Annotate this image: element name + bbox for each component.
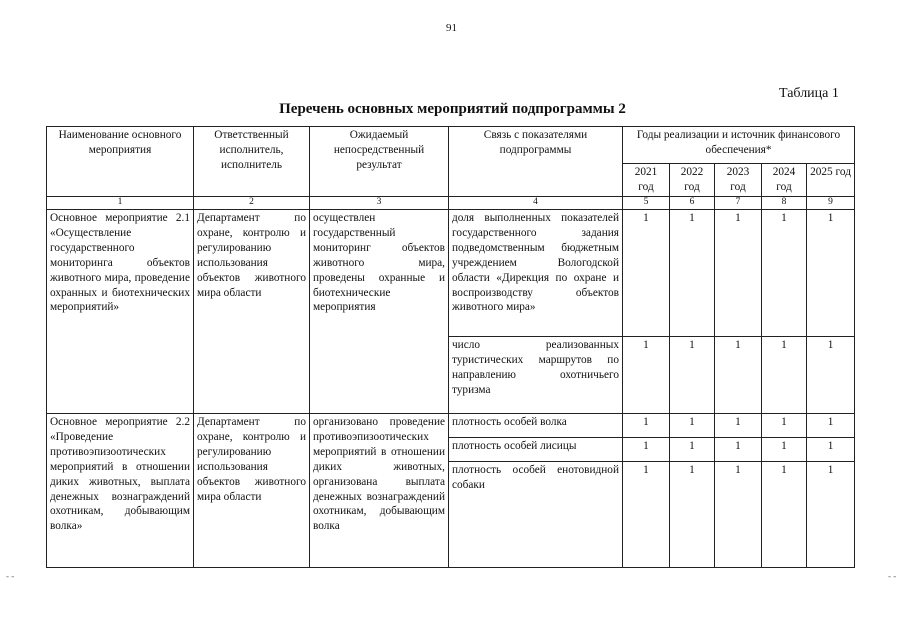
indicator-text: число реализованных туристических маршрутов по направлению охотничьего туризма xyxy=(449,337,623,414)
indicator-value-2024: 1 xyxy=(762,438,807,462)
column-number: 5 xyxy=(623,197,670,210)
indicator-value-2023: 1 xyxy=(715,337,762,414)
indicator-value-2022: 1 xyxy=(670,438,715,462)
indicator-value-2025: 1 xyxy=(807,414,855,438)
indicator-value-2021: 1 xyxy=(623,462,670,568)
indicator-value-2022: 1 xyxy=(670,210,715,337)
indicator-text: плотность особей енотовидной собаки xyxy=(449,462,623,568)
indicator-value-2021: 1 xyxy=(623,337,670,414)
margin-mark-left: - - xyxy=(6,571,15,581)
header-executor: Ответственный исполнитель, исполнитель xyxy=(194,127,310,197)
indicator-value-2021: 1 xyxy=(623,414,670,438)
year-2025: 2025 год xyxy=(807,164,855,197)
indicator-value-2024: 1 xyxy=(762,462,807,568)
header-indicators: Связь с показателями подпрограммы xyxy=(449,127,623,197)
indicator-value-2022: 1 xyxy=(670,462,715,568)
indicator-text: доля выполненных показателей государственного задания подведомственным бюджетным учреждением Вологодской области «Дирекция по охране и воспроизводству объектов животного мира» xyxy=(449,210,623,337)
indicator-value-2022: 1 xyxy=(670,337,715,414)
indicator-value-2025: 1 xyxy=(807,337,855,414)
year-2023: 2023 год xyxy=(715,164,762,197)
header-result: Ожидаемый непосредственный результат xyxy=(310,127,449,197)
activity-result: осуществлен государственный мониторинг объектов животного мира, проведены охранные и биотехнические мероприятия xyxy=(310,210,449,414)
activity-name: Основное мероприятие 2.2 «Проведение противоэпизоотических мероприятий в отношении диких животных, выплата денежных вознаграждений охотникам, добывающим волка» xyxy=(47,414,194,568)
indicator-value-2024: 1 xyxy=(762,414,807,438)
activity-executor: Департамент по охране, контролю и регулированию использования объектов животного мира области xyxy=(194,414,310,568)
indicator-text: плотность особей лисицы xyxy=(449,438,623,462)
document-title: Перечень основных мероприятий подпрограммы 2 xyxy=(279,101,626,117)
header-row xyxy=(47,127,855,164)
indicator-value-2023: 1 xyxy=(715,210,762,337)
margin-mark-right: - - xyxy=(888,571,897,581)
indicator-value-2025: 1 xyxy=(807,462,855,568)
column-number: 8 xyxy=(762,197,807,210)
column-number: 2 xyxy=(194,197,310,210)
activities-table xyxy=(46,126,855,568)
year-2024: 2024 год xyxy=(762,164,807,197)
indicator-value-2025: 1 xyxy=(807,210,855,337)
indicator-value-2023: 1 xyxy=(715,414,762,438)
header-years-group: Годы реализации и источник финансового обеспечения* xyxy=(623,127,855,164)
column-number: 1 xyxy=(47,197,194,210)
year-2021: 2021 год xyxy=(623,164,670,197)
activity-name: Основное мероприятие 2.1 «Осуществление государственного мониторинга объектов животного мира, проведение охранных и биотехнических мероприятий» xyxy=(47,210,194,414)
indicator-value-2021: 1 xyxy=(623,210,670,337)
indicator-value-2024: 1 xyxy=(762,210,807,337)
activity-executor: Департамент по охране, контролю и регулированию использования объектов животного мира области xyxy=(194,210,310,414)
column-number: 7 xyxy=(715,197,762,210)
year-2022: 2022 год xyxy=(670,164,715,197)
indicator-value-2023: 1 xyxy=(715,462,762,568)
column-numbers-row xyxy=(47,197,855,210)
column-number: 4 xyxy=(449,197,623,210)
header-activity-name: Наименование основного мероприятия xyxy=(47,127,194,197)
indicator-text: плотность особей волка xyxy=(449,414,623,438)
indicator-value-2025: 1 xyxy=(807,438,855,462)
column-number: 3 xyxy=(310,197,449,210)
indicator-value-2023: 1 xyxy=(715,438,762,462)
page-number: 91 xyxy=(446,22,457,34)
indicator-value-2024: 1 xyxy=(762,337,807,414)
activity-result: организовано проведение противоэпизоотических мероприятий в отношении диких животных, организована выплата денежных вознаграждений охотникам, добывающим волка xyxy=(310,414,449,568)
column-number: 9 xyxy=(807,197,855,210)
table-row xyxy=(47,210,855,337)
indicator-value-2022: 1 xyxy=(670,414,715,438)
indicator-value-2021: 1 xyxy=(623,438,670,462)
column-number: 6 xyxy=(670,197,715,210)
table-label: Таблица 1 xyxy=(779,86,839,101)
table-row xyxy=(47,414,855,438)
